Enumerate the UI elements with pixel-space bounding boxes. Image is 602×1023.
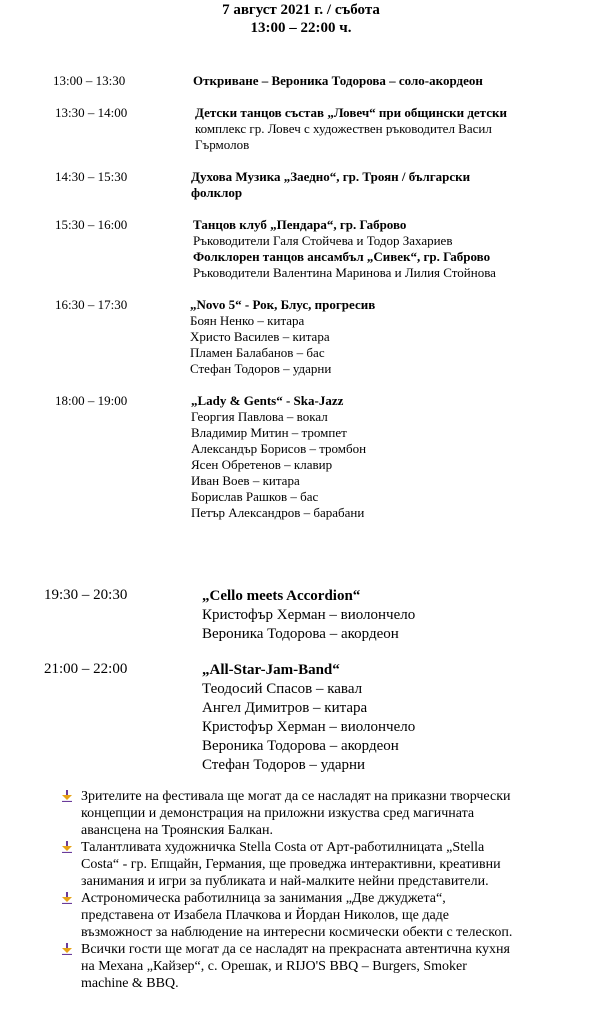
performer-detail: Иван Воев – китара (191, 473, 300, 488)
performer-title: Откриване – Вероника Тодорова – соло-акордеон (193, 73, 483, 88)
performer-detail: Вероника Тодорова – акордеон (202, 626, 399, 642)
performer-detail: Борислав Рашков – бас (191, 489, 319, 504)
performer-detail: Владимир Митин – тромпет (191, 425, 347, 440)
performer-title: Детски танцов състав „Ловеч“ при общински детски (195, 105, 507, 120)
note-text: Талантливата художничка Stella Costa от Арт-работилницата „Stella (81, 840, 485, 855)
note-text: възможност за наблюдение на интересни космически обекти с телескоп. (81, 925, 513, 940)
note-text: machine & BBQ. (81, 976, 179, 991)
schedule-time: 14:30 – 15:30 (55, 169, 128, 184)
performer-detail: Пламен Балабанов – бас (190, 345, 325, 360)
schedule-details (190, 297, 375, 377)
schedule-time: 19:30 – 20:30 (44, 587, 128, 603)
performer-title: „All-Star-Jam-Band“ (202, 662, 340, 678)
schedule-details (191, 393, 366, 521)
note-text: концепции и демонстрация на приложни изкуства сред магичната (81, 806, 475, 821)
note-text: представена от Изабела Плачкова и Йордан Николов, ще даде (81, 908, 449, 923)
note-item (61, 839, 581, 890)
note-text: авансцена на Троянския Балкан. (81, 823, 273, 838)
schedule-time: 16:30 – 17:30 (55, 297, 128, 312)
schedule-time: 18:00 – 19:00 (55, 393, 128, 408)
note-text: на Механа „Кайзер“, с. Орешак, и RIJO'S BBQ – Burgers, Smoker (81, 959, 467, 974)
note-text: Астрономическа работилница за занимания „Две джуджета“, (81, 891, 446, 906)
performer-detail: Христо Василев – китара (190, 329, 330, 344)
arrow-bullet-icon (61, 790, 73, 802)
performer-detail: комплекс гр. Ловеч с художествен ръководител Васил (195, 121, 492, 136)
performer-detail: Кристофър Херман – виолончело (202, 719, 416, 735)
schedule-details (202, 587, 415, 644)
note-item (61, 941, 581, 992)
performer-detail: Стефан Тодоров – ударни (202, 757, 366, 773)
performer-detail: Теодосий Спасов – кавал (202, 681, 363, 697)
note-item (61, 890, 581, 941)
arrow-bullet-icon (61, 841, 73, 853)
note-item (61, 788, 581, 839)
performer-detail: Ръководители Валентина Маринова и Лилия Стойнова (193, 265, 496, 280)
performer-detail: Стефан Тодоров – ударни (190, 361, 332, 376)
arrow-bullet-icon (61, 943, 73, 955)
arrow-bullet-icon (61, 892, 73, 904)
schedule-details (202, 661, 415, 775)
schedule-time: 13:30 – 14:00 (55, 105, 128, 120)
note-text: Costa“ - гр. Епщайн, Германия, ще проведжа интерактивни, креативни (81, 857, 501, 872)
performer-detail: Петър Александров – барабани (191, 505, 365, 520)
schedule-time: 15:30 – 16:00 (55, 217, 128, 232)
performer-detail: Ангел Димитров – китара (202, 700, 368, 716)
hours-line: 13:00 – 22:00 ч. (250, 20, 352, 36)
performer-detail: Александър Борисов – тромбон (191, 441, 367, 456)
performer-detail: Вероника Тодорова – акордеон (202, 738, 399, 754)
performer-detail: Ясен Обретенов – клавир (191, 457, 333, 472)
schedule-time: 13:00 – 13:30 (53, 73, 126, 88)
notes-list (61, 788, 581, 992)
performer-detail: Боян Ненко – китара (190, 313, 305, 328)
performer-title: Танцов клуб „Пендара“, гр. Габрово (193, 217, 407, 232)
schedule-time: 21:00 – 22:00 (44, 661, 128, 677)
performer-detail: Гърмолов (195, 137, 250, 152)
performer-title: Фолклорен танцов ансамбъл „Сивек“, гр. Габрово (193, 249, 491, 264)
performer-title: „Cello meets Accordion“ (202, 588, 361, 604)
performer-title: фолклор (191, 185, 243, 200)
performer-detail: Георгия Павлова – вокал (191, 409, 328, 424)
performer-detail: Ръководители Галя Стойчева и Тодор Захариев (193, 233, 453, 248)
schedule-details (193, 73, 483, 89)
performer-title: Духова Музика „Заедно“, гр. Троян / български (191, 169, 471, 184)
performer-detail: Кристофър Херман – виолончело (202, 607, 416, 623)
note-text: Всички гости ще могат да се насладят на прекрасната автентична кухня (81, 942, 510, 957)
performer-title: „Novo 5“ - Рок, Блус, прогресив (190, 297, 376, 312)
note-text: Зрителите на фестивала ще могат да се насладят на приказни творчески (81, 789, 511, 804)
schedule-details (193, 217, 496, 281)
schedule-details (195, 105, 507, 153)
note-text: занимания и игри за публиката и най-малките нейни представители. (81, 874, 489, 889)
schedule-details (191, 169, 470, 201)
performer-title: „Lady & Gents“ - Ska-Jazz (191, 393, 344, 408)
date-line: 7 август 2021 г. / събота (222, 2, 380, 18)
